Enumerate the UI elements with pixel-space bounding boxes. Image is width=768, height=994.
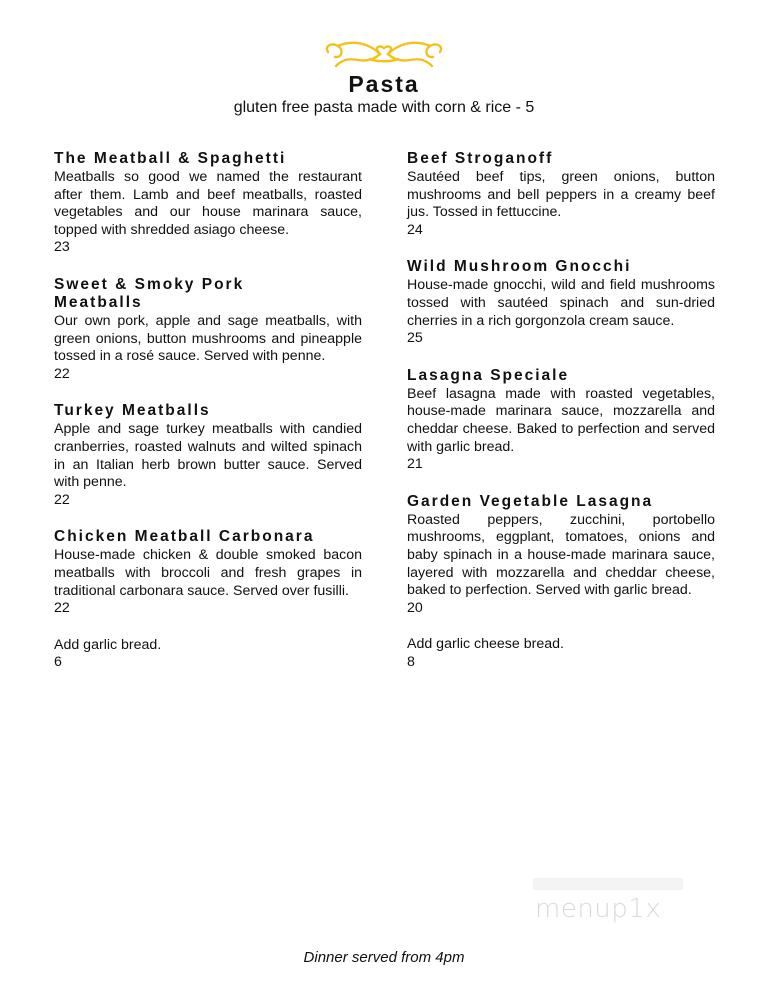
menu-item-description: House-made gnocchi, wild and field mushrooms tossed with sautéed spinach and sun-dried cherries in a rich gorgonzola cream sauce. [407, 277, 715, 329]
menu-item-price: 21 [407, 456, 423, 473]
menu-item-description: Meatballs so good we named the restaurant after them. Lamb and beef meatballs, roasted vegetables and our house marinara sauce, topped with shredded asiago cheese. [54, 169, 362, 238]
watermark-logo-text: menup1x [535, 894, 662, 924]
menu-item-name: The Meatball & Spaghetti [54, 150, 287, 167]
menu-addon-label: Add garlic cheese bread. [407, 636, 564, 653]
menu-item [54, 276, 362, 383]
page-title: Pasta [348, 71, 420, 97]
menu-item-description: Sautéed beef tips, green onions, button mushrooms and bell peppers in a creamy beef jus. Tossed in fettuccine. [407, 169, 715, 221]
menu-item [407, 150, 715, 239]
page-subtitle: gluten free pasta made with corn & rice - 5 [233, 99, 535, 116]
menu-column-left [54, 150, 362, 672]
menu-item-description: Our own pork, apple and sage meatballs, with green onions, button mushrooms and pineapple tossed in a rosé sauce. Served with penne. [54, 312, 362, 365]
menu-item-name: Chicken Meatball Carbonara [54, 528, 315, 546]
menu-item-price: 22 [54, 600, 70, 617]
menu-item-description: Beef lasagna made with roasted vegetables, house-made marinara sauce, mozzarella and cheddar cheese. Baked to perfection and served with garlic bread. [407, 385, 715, 455]
menu-item [407, 367, 715, 474]
menu-item-description: Roasted peppers, zucchini, portobello mushrooms, eggplant, tomatoes, onions and baby spinach in a house-made marinara sauce, layered with mozzarella and cheddar cheese, baked to perfection. Served with garlic bread. [407, 511, 715, 599]
menu-addon [407, 636, 715, 671]
menu-item-description: Apple and sage turkey meatballs with candied cranberries, roasted walnuts and wilted spinach in an Italian herb brown butter sauce. Served with penne. [54, 421, 362, 491]
menu-item [407, 258, 715, 347]
menu-item-name: Wild Mushroom Gnocchi [407, 258, 632, 276]
menu-item-name: Beef Stroganoff [407, 150, 554, 167]
menu-item [54, 528, 362, 617]
footer-note: Dinner served from 4pm [303, 949, 465, 966]
menu-item [54, 150, 362, 257]
menu-item-price: 22 [54, 491, 70, 508]
menu-item-price: 22 [54, 365, 70, 382]
menu-item-price: 25 [407, 330, 423, 347]
menu-item-name: Garden Vegetable Lasagna [407, 492, 654, 510]
menu-column-right [407, 150, 715, 671]
menu-item-price: 23 [54, 239, 70, 256]
menu-item [407, 493, 715, 618]
menu-addon-price: 8 [407, 653, 415, 670]
watermark-bar [533, 878, 683, 890]
menu-item-price: 20 [407, 599, 423, 616]
menu-addon-price: 6 [54, 654, 62, 671]
menu-addon [54, 637, 362, 672]
menu-item-name: Sweet & Smoky Pork Meatballs [54, 275, 245, 311]
menupix-watermark [533, 878, 683, 930]
menu-item-description: House-made chicken & double smoked bacon meatballs with broccoli and fresh grapes in traditional carbonara sauce. Served over fusilli. [54, 547, 362, 599]
menu-item [54, 402, 362, 509]
menu-item-price: 24 [407, 221, 423, 238]
gold-scroll-ornament-icon [322, 38, 446, 72]
menu-addon-label: Add garlic bread. [54, 636, 162, 653]
menu-item-name: Lasagna Speciale [407, 366, 570, 384]
menu-item-name: Turkey Meatballs [54, 402, 211, 420]
